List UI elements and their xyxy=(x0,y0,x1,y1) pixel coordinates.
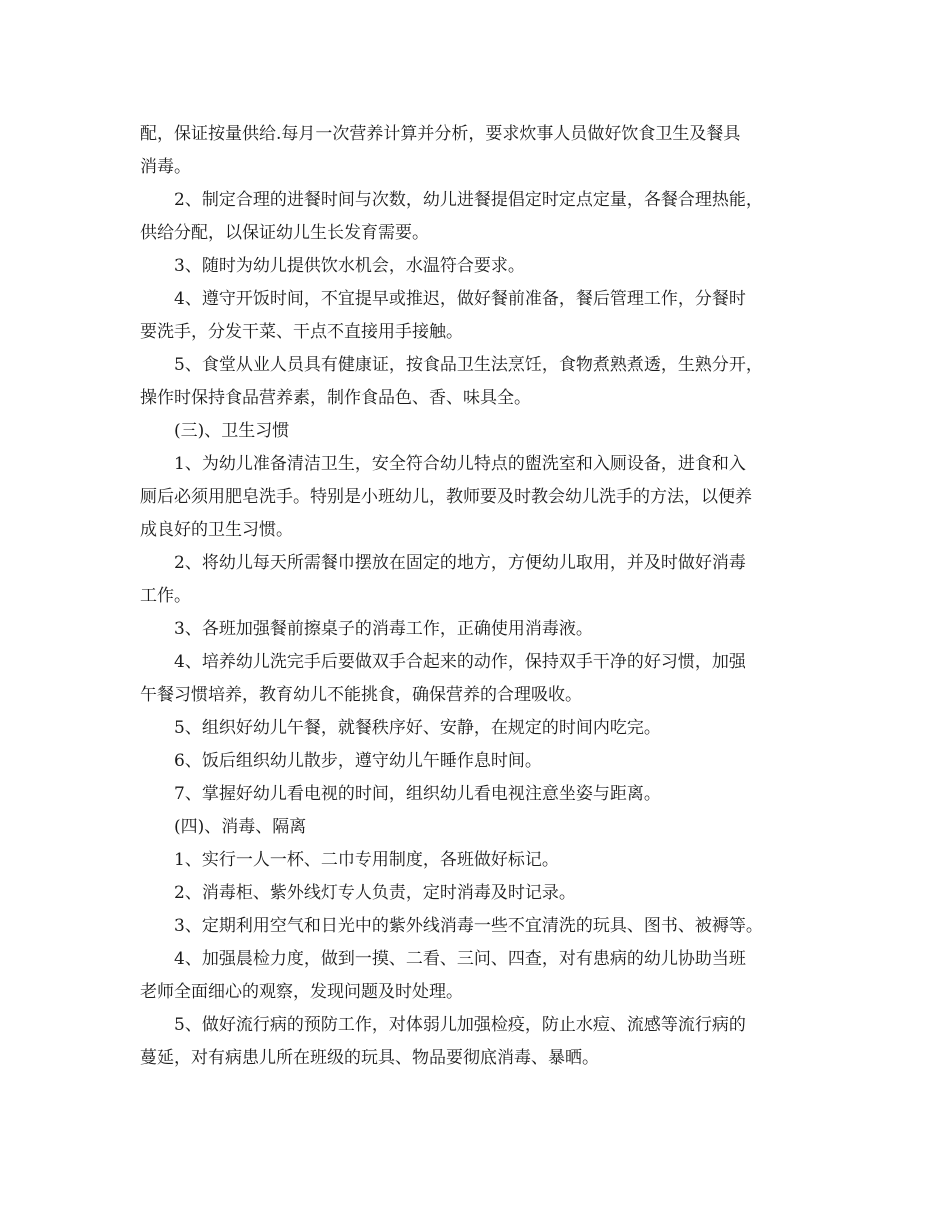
text-line: 5、食堂从业人员具有健康证，按食品卫生法烹饪，食物煮熟煮透，生熟分开， xyxy=(174,355,763,375)
text-line: 5、组织好幼儿午餐，就餐秩序好、安静，在规定的时间内吃完。 xyxy=(174,718,661,738)
text-line: 午餐习惯培养，教育幼儿不能挑食，确保营养的合理吸收。 xyxy=(140,685,582,705)
text-line: 3、定期利用空气和日光中的紫外线消毒一些不宜清洗的玩具、图书、被褥等。 xyxy=(174,916,763,936)
text-line: 2、消毒柜、紫外线灯专人负责，定时消毒及时记录。 xyxy=(174,883,576,903)
text-line: 5、做好流行病的预防工作，对体弱儿加强检疫，防止水痘、流感等流行病的 xyxy=(174,1015,746,1035)
text-line: 要洗手，分发干菜、干点不直接用手接触。 xyxy=(140,322,463,342)
text-line: 4、加强晨检力度，做到一摸、二看、三问、四查，对有患病的幼儿协助当班 xyxy=(174,949,746,969)
text-line: 3、随时为幼儿提供饮水机会，水温符合要求。 xyxy=(174,256,525,276)
text-line: 工作。 xyxy=(140,586,191,606)
section-heading: (四)、消毒、隔离 xyxy=(174,817,307,837)
text-line: 4、遵守开饭时间，不宜提早或推迟，做好餐前准备，餐后管理工作，分餐时 xyxy=(174,289,746,309)
text-line: 1、为幼儿准备清洁卫生，安全符合幼儿特点的盥洗室和入厕设备，进食和入 xyxy=(174,454,746,474)
text-line: 消毒。 xyxy=(140,157,191,177)
text-line: 7、掌握好幼儿看电视的时间，组织幼儿看电视注意坐姿与距离。 xyxy=(174,784,661,804)
text-line: 2、将幼儿每天所需餐巾摆放在固定的地方，方便幼儿取用，并及时做好消毒 xyxy=(174,553,746,573)
text-line: 供给分配，以保证幼儿生长发育需要。 xyxy=(140,223,429,243)
section-heading: (三)、卫生习惯 xyxy=(174,421,290,441)
text-line: 操作时保持食品营养素，制作食品色、香、味具全。 xyxy=(140,388,531,408)
text-line: 厕后必须用肥皂洗手。特别是小班幼儿，教师要及时教会幼儿洗手的方法，以便养 xyxy=(140,487,752,507)
text-line: 3、各班加强餐前擦桌子的消毒工作，正确使用消毒液。 xyxy=(174,619,593,639)
text-line: 2、制定合理的进餐时间与次数，幼儿进餐提倡定时定点定量，各餐合理热能， xyxy=(174,190,763,210)
text-line: 6、饭后组织幼儿散步，遵守幼儿午睡作息时间。 xyxy=(174,751,542,771)
text-line: 配，保证按量供给.每月一次营养计算并分析，要求炊事人员做好饮食卫生及餐具 xyxy=(140,124,741,144)
text-line: 1、实行一人一杯、二巾专用制度，各班做好标记。 xyxy=(174,850,559,870)
document-body xyxy=(140,118,830,1075)
text-line: 成良好的卫生习惯。 xyxy=(140,520,293,540)
text-line: 4、培养幼儿洗完手后要做双手合起来的动作，保持双手干净的好习惯，加强 xyxy=(174,652,746,672)
text-line: 蔓延，对有病患儿所在班级的玩具、物品要彻底消毒、暴晒。 xyxy=(140,1048,599,1068)
text-line: 老师全面细心的观察，发现问题及时处理。 xyxy=(140,982,463,1002)
